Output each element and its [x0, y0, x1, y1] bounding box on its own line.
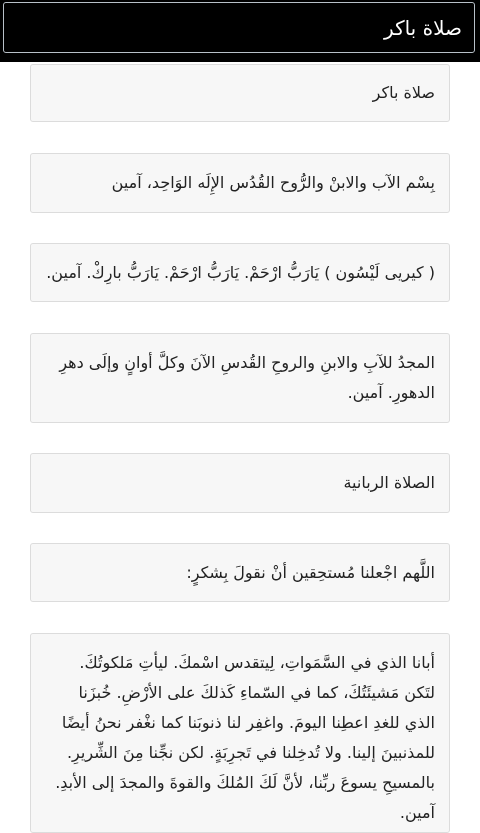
prayer-text: بِسْم الآب والابنْ والرُّوح القُدُس الإِلَه الوَاحِد، آمين	[111, 173, 435, 192]
prayer-text: صلاة باكر	[372, 83, 435, 102]
page-title: صلاة باكر	[384, 16, 462, 40]
prayer-text: المجدُ للآبِ والابنِ والروحِ القُدسِ الآنَ وكلَّ أوانٍ وإلَى دهرِ الدهورِ. آمين.	[59, 353, 435, 402]
prayer-text: الصلاة الربانية	[343, 473, 435, 492]
prayer-card-lords-prayer-heading[interactable]	[30, 453, 450, 513]
prayer-card-glory[interactable]	[30, 333, 450, 423]
prayer-card-title[interactable]	[30, 64, 450, 122]
title-bar	[0, 0, 480, 62]
title-bar-frame	[3, 2, 475, 53]
prayer-card-thanks[interactable]	[30, 543, 450, 602]
prayer-card-kyrie[interactable]	[30, 243, 450, 302]
prayer-text: أبانا الذي في السَّمَواتِ، لِيتقدس اسْمكَ. ليأتِ مَلكوتُكَ. لتَكن مَشيئَتُكَ، كما في السّماءِ كَذلكَ على الأرْضِ. خُبزَنا الذي للغدِ اعطِنا اليومَ. واغفِر لنا ذنوبَنا كما نغْفر نحنُ أيضًا للمذنبينَ إلينا. ولا تُدخِلنا في تَجرِبَةٍ. لكن نجِّنا مِنَ الشِّريرِ. بالمسيحِ يسوعَ ربِّنا، لأنَّ لَكَ المُلكَ والقوةَ والمجدَ إلى الأبدِ. آمين.	[55, 653, 435, 822]
prayer-text: اللَّهم اجْعلنا مُستحِقين أنْ نقولَ بِشكرٍ:	[186, 562, 435, 582]
prayer-card-lords-prayer[interactable]	[30, 633, 450, 833]
prayer-list[interactable]	[0, 62, 480, 822]
prayer-card-invocation[interactable]	[30, 153, 450, 213]
prayer-text: ( كيريى لَيْسُون ) يَارَبُّ ارْحَمْ. يَارَبُّ ارْحَمْ. يَارَبُّ بارِكْ. آمين.	[46, 262, 435, 282]
